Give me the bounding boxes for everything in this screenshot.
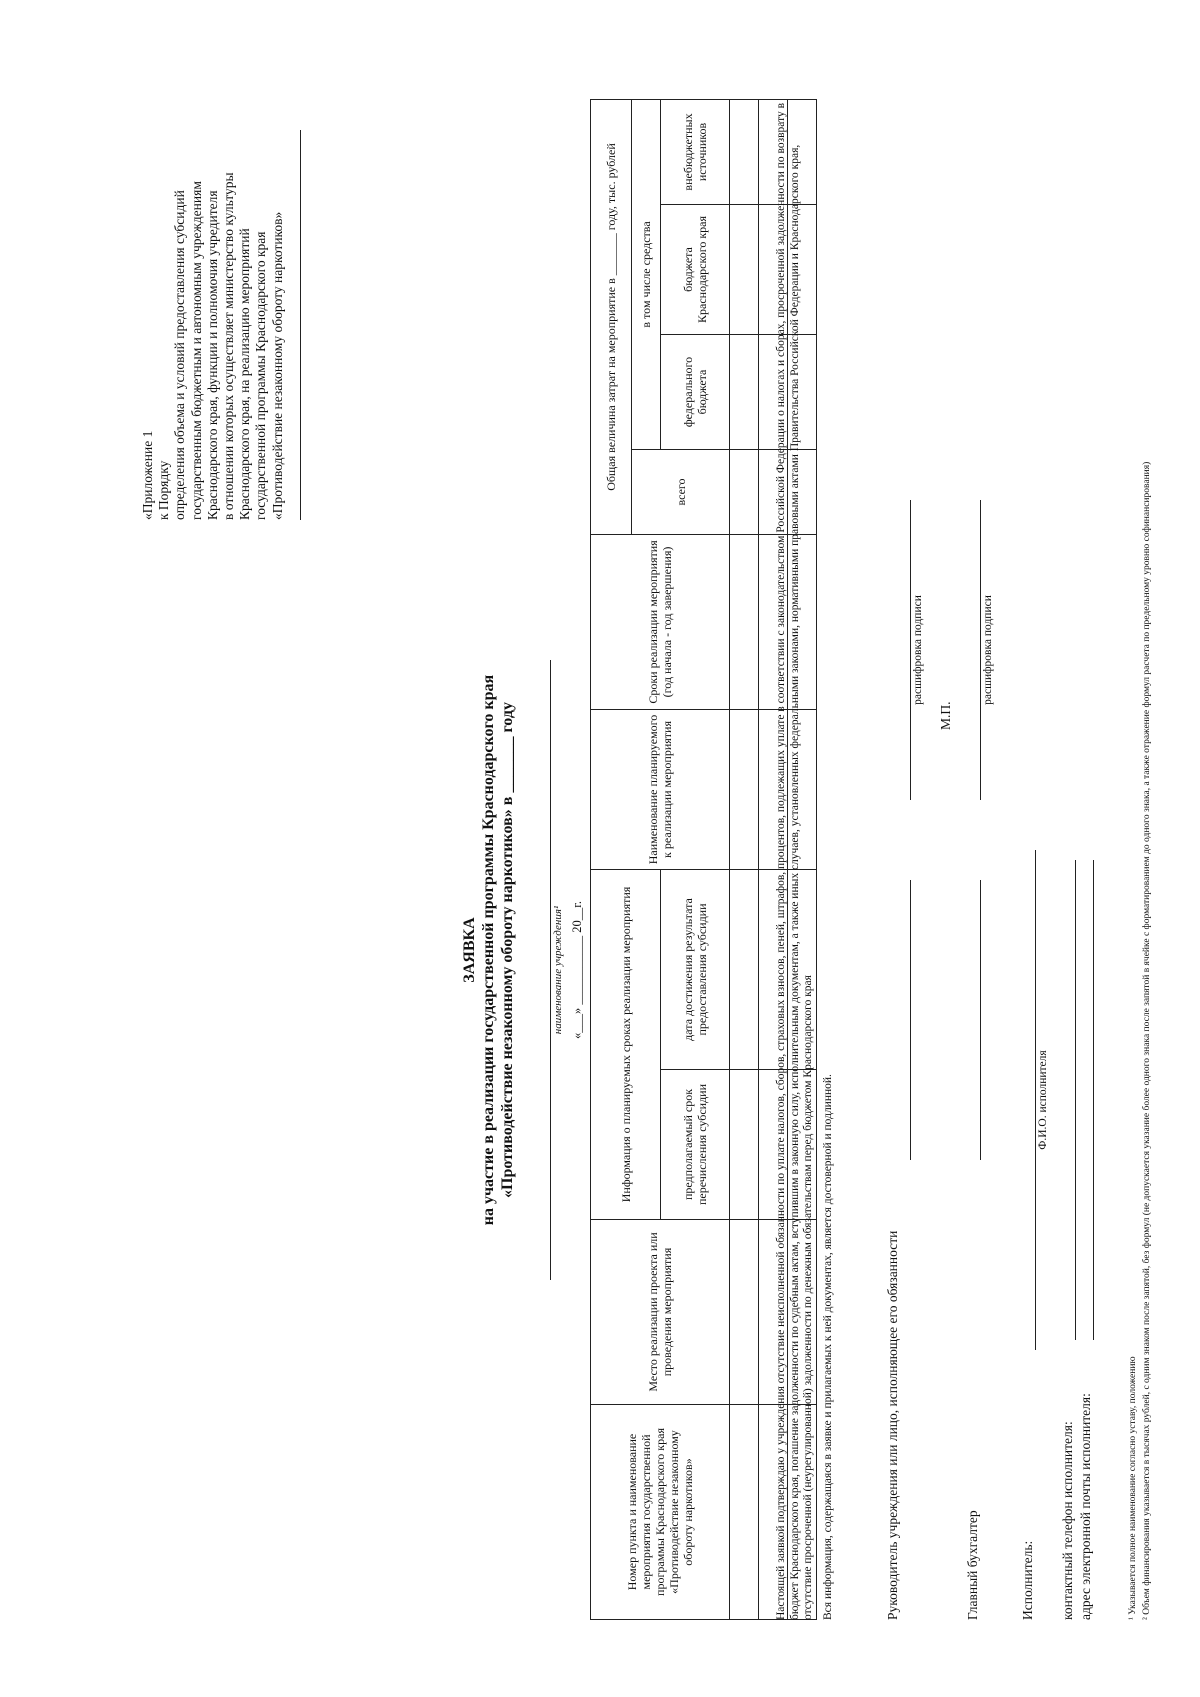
head-signature-line[interactable] xyxy=(910,880,911,1160)
footnote-1: ¹ Указывается полное наименование согласно уставу, положению xyxy=(1128,1356,1138,1620)
landscape-sheet xyxy=(120,60,1200,1660)
email-label: адрес электронной почты исполнителя: xyxy=(1078,1393,1093,1620)
stamp-mark: М.П. xyxy=(938,701,953,730)
header-cost-group: Общая величина затрат на мероприятие в _______ году, тыс. рублей xyxy=(591,99,632,534)
appendix-line: «Приложение 1 xyxy=(140,430,155,520)
decode-caption-1: расшифровка подписи xyxy=(912,595,924,705)
email-line[interactable] xyxy=(1093,860,1094,1340)
table-cell[interactable] xyxy=(730,1405,759,1620)
decode-caption-2: расшифровка подписи xyxy=(982,595,994,705)
header-program: Номер пункта и наименование мероприятия государственной программы Краснодарского края «Противодействие незаконному обороту наркотиков» xyxy=(591,1405,730,1620)
table-cell[interactable] xyxy=(730,449,759,534)
header-info-group: Информация о планируемых сроках реализации мероприятия xyxy=(591,869,661,1219)
table-cell[interactable] xyxy=(730,334,759,449)
appendix-block xyxy=(140,60,286,520)
phone-label: контактный телефон исполнителя: xyxy=(1060,1421,1075,1620)
title-line-1: на участие в реализации государственной программы Краснодарского края xyxy=(480,674,497,1226)
accountant-signature-line[interactable] xyxy=(980,880,981,1160)
executor-fio-line[interactable] xyxy=(1035,850,1036,1350)
header-federal: федерального бюджета xyxy=(661,334,730,449)
executor-label: Исполнитель: xyxy=(1020,1540,1035,1620)
title-block xyxy=(460,670,517,1230)
header-including: в том числе средства xyxy=(632,99,661,449)
footnote-2: ² Объем финансирования указывается в тысячах рублей, с одним знаком после запятой, без формул (не допускается указание более одного знака после запятой в ячейке с форматированием до одного знака, а также отражение формул расчета по предельному уровню софинансирования) xyxy=(1142,461,1152,1620)
header-event-name: Наименование планируемого к реализации мероприятия xyxy=(591,709,730,869)
table-cell[interactable] xyxy=(730,99,759,204)
institution-line xyxy=(550,660,551,1280)
notes-block xyxy=(775,95,841,1620)
header-info-term: предполагаемый срок перечисления субсидии xyxy=(661,1070,730,1220)
appendix-line: к Порядку xyxy=(156,460,172,520)
table-cell[interactable] xyxy=(730,1220,759,1405)
appendix-line: определения объема и условий предоставления субсидий xyxy=(172,190,188,520)
header-regional: бюджета Краснодарского края xyxy=(661,204,730,334)
table-cell[interactable] xyxy=(730,709,759,869)
table-cell[interactable] xyxy=(730,204,759,334)
date-line: «___» ___________ 20__г. xyxy=(570,900,584,1040)
appendix-line: государственным бюджетным и автономным учреждениям xyxy=(188,181,204,520)
table-cell[interactable] xyxy=(730,869,759,1069)
title-line-2: «Противодействие незаконному обороту наркотиков» в _______ году xyxy=(499,702,516,1198)
accountant-decode-line[interactable] xyxy=(980,500,981,800)
appendix-line: Краснодарского края, на реализацию мероприятий xyxy=(237,228,253,520)
accountant-label: Главный бухгалтер xyxy=(965,1510,980,1620)
appendix-underline xyxy=(300,130,301,520)
header-total: всего xyxy=(632,449,730,534)
header-info-date: дата достижения результата предоставления субсидии xyxy=(661,869,730,1069)
appendix-line: государственной программы Краснодарского края xyxy=(253,231,269,520)
confirmation-text: Настоящей заявкой подтверждаю у учреждения отсутствие неисполненной обязанности по уплате налогов, сборов, страховых взносов, пеней, штрафов, процентов, подлежащих уплате в соответствии с законодательством Российской Федерации о налогах и сборах, просроченной задолженности по возврату в бюджет Краснодарского края, погашение задолженности по судебным актам, вступившим в законную силу, исполнительным документам, а также иных случаев, установленных федеральными законами, нормативными правовыми актами Правительства Российской Федерации и Краснодарского края, отсутствие просроченной (неурегулированной) задолженности по денежным обязательствам перед бюджетом Краснодарского края xyxy=(775,102,815,1620)
authenticity-text: Вся информация, содержащаяся в заявке и прилагаемых к ней документах, является достоверной и подлинной. xyxy=(821,1074,834,1620)
institution-caption: наименование учреждения¹ xyxy=(552,905,564,1035)
fio-caption: Ф.И.О. исполнителя xyxy=(1037,1050,1049,1150)
appendix-line: в отношении которых осуществляет министерство культуры xyxy=(221,172,237,520)
table-row xyxy=(730,99,759,1619)
header-place: Место реализации проекта или проведения мероприятия xyxy=(591,1220,730,1405)
header-extra: внебюджетных источников xyxy=(661,99,730,204)
head-decode-line[interactable] xyxy=(910,500,911,800)
header-terms: Сроки реализации мероприятия (год начала - год завершения) xyxy=(591,534,730,709)
phone-line[interactable] xyxy=(1075,860,1076,1340)
table-cell[interactable] xyxy=(730,1070,759,1220)
head-label: Руководитель учреждения или лицо, исполняющее его обязанности xyxy=(885,1230,900,1620)
appendix-line: «Противодействие незаконному обороту наркотиков» xyxy=(269,211,285,520)
table-cell[interactable] xyxy=(730,534,759,709)
appendix-line: Краснодарского края, функции и полномочия учредителя xyxy=(204,190,220,520)
page-title: ЗАЯВКА xyxy=(461,917,478,983)
